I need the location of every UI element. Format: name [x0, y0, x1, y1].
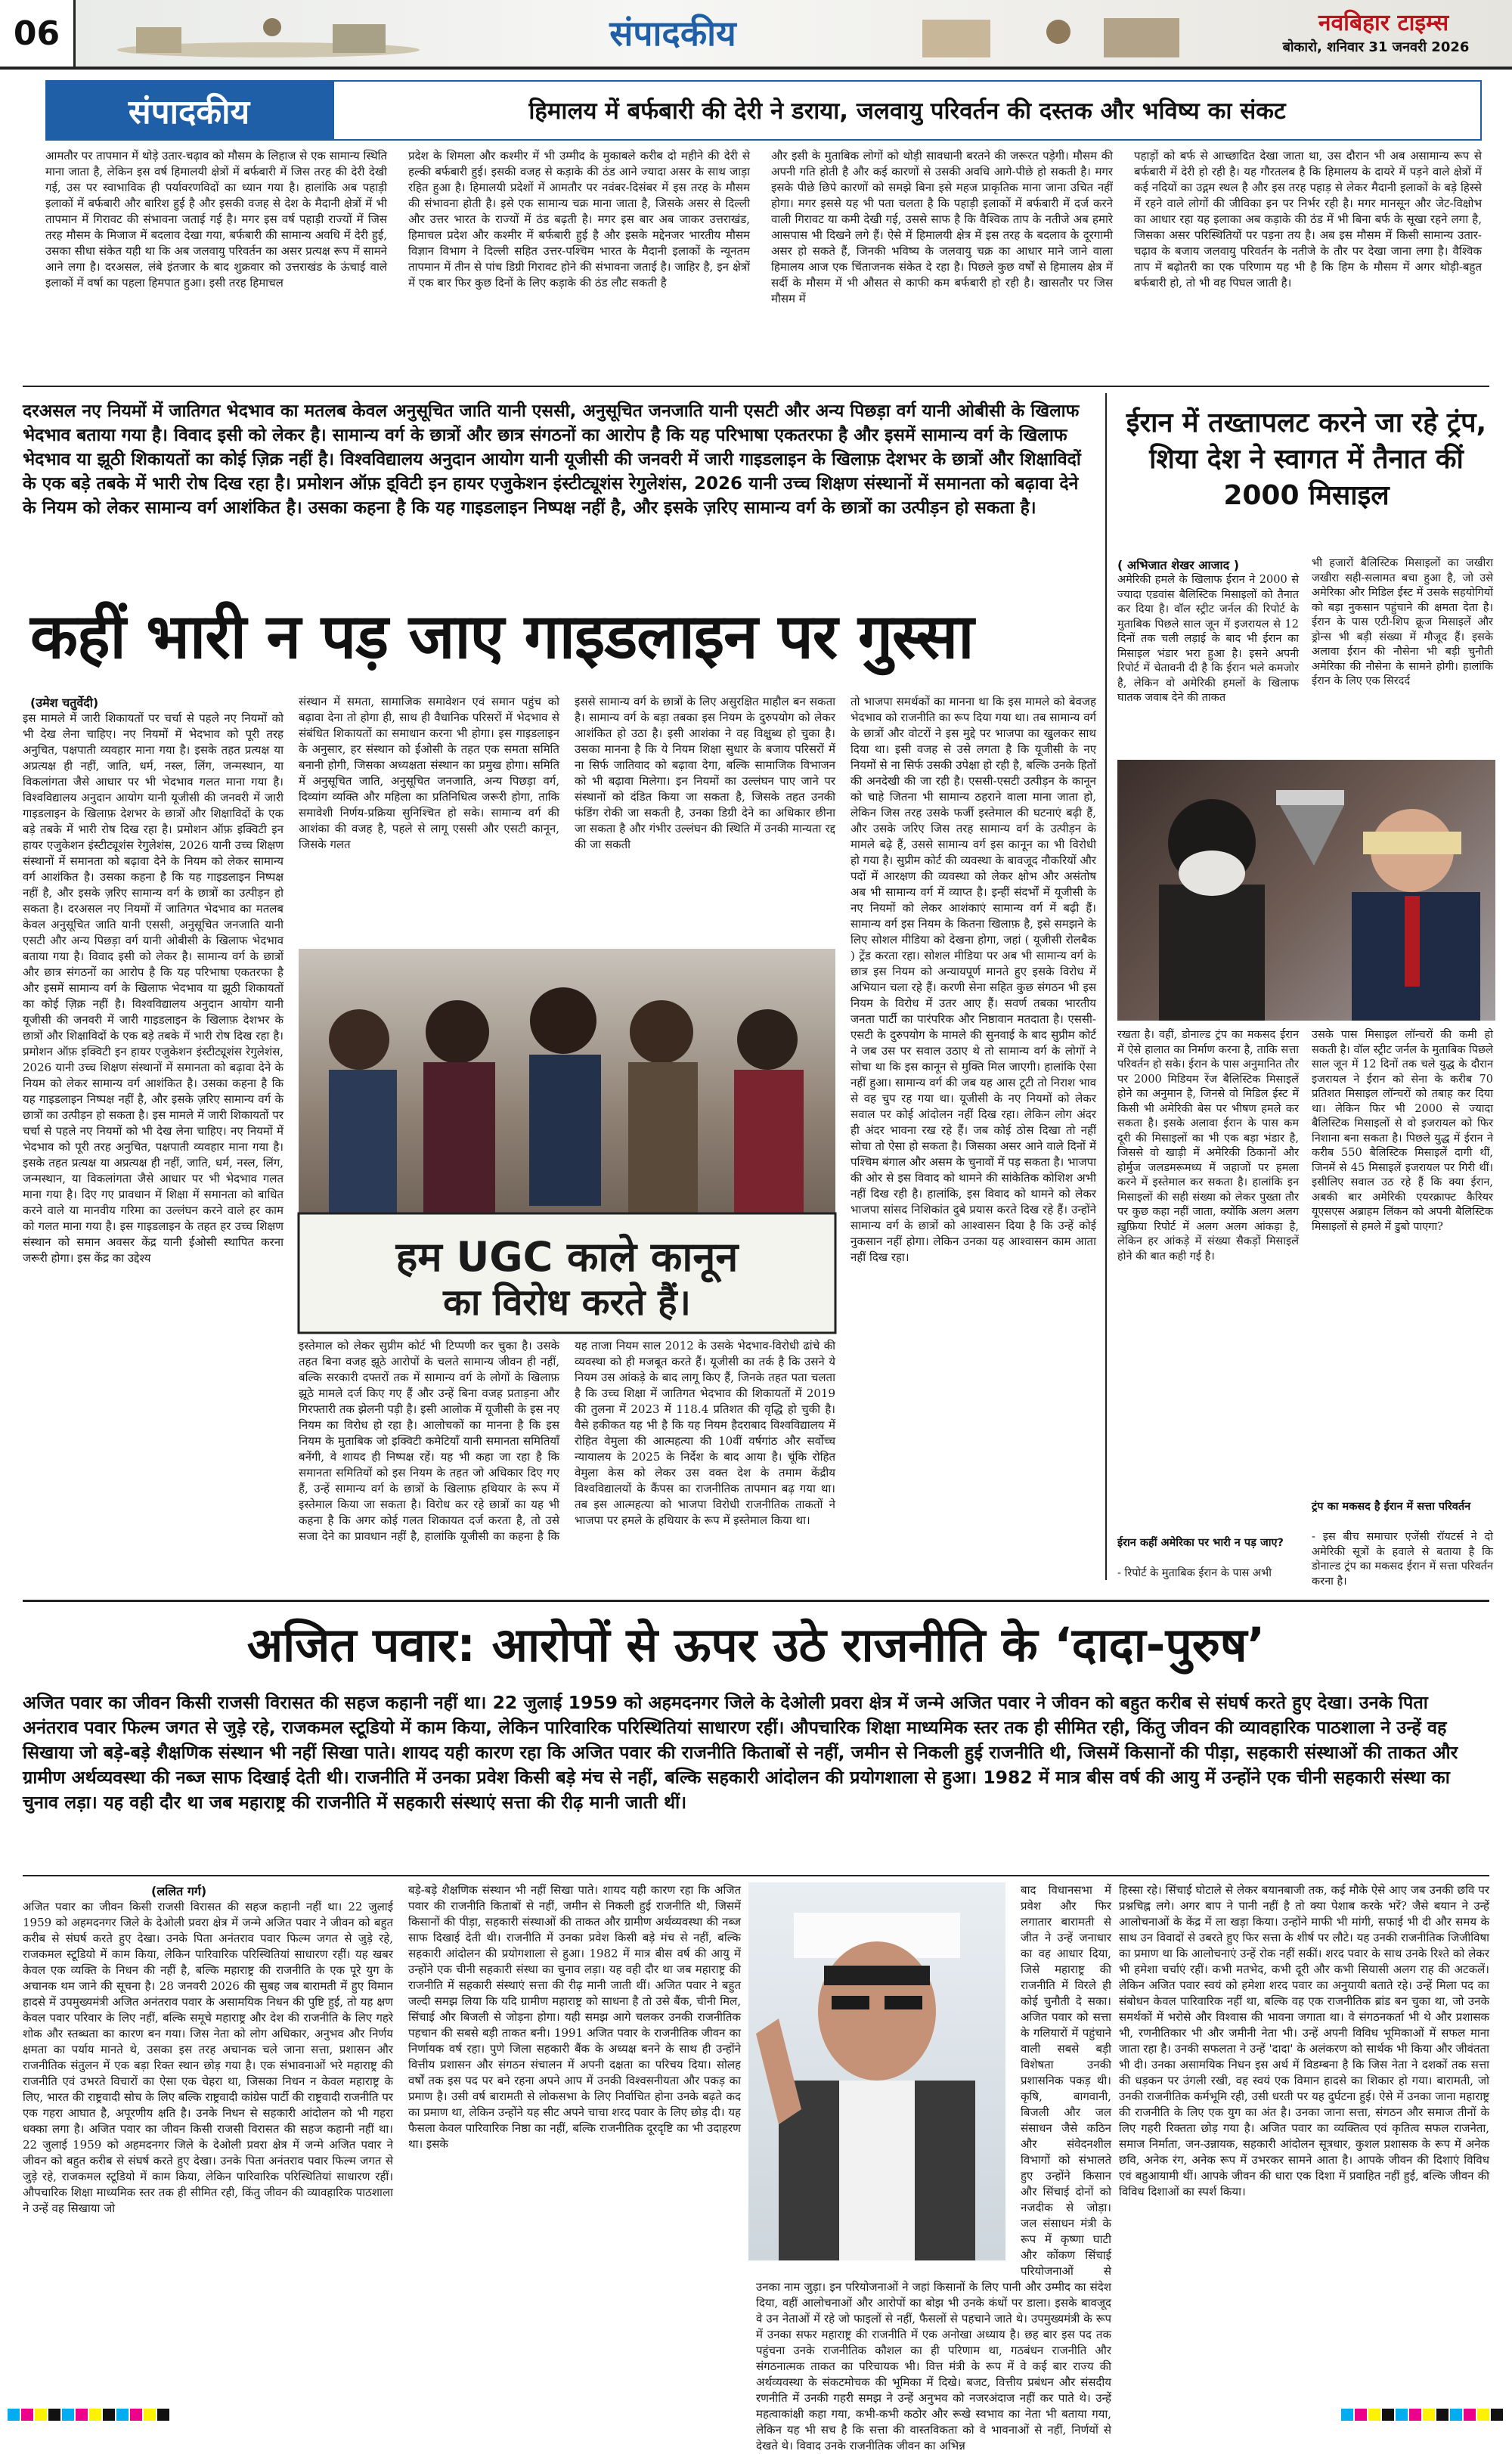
banner-line-2: का विरोध करते हैं।	[443, 1281, 691, 1324]
iran-col-1: अमेरिकी हमले के खिलाफ ईरान ने 2000 से ज्यादा एडवांस बैलिस्टिक मिसाइलों को तैनात कर दिया है। वॉल स्ट्रीट जर्नल की रिपोर्ट के मुताबिक पिछले साल जून में इजरायल से 12 दिनों तक चली लड़ाई के बाद भी ईरान का मिसाइल भंडार भरा हुआ है। इसने अपनी रिपोर्ट में चेतावनी दी है कि ईरान भले कमजोर है, लेकिन वो अमेरिकी हमलों के खिलाफ घातक जवाब देने की ताकत	[1117, 574, 1299, 704]
photo-spacer	[756, 1882, 1013, 2265]
ugc-headline: कहीं भारी न पड़ जाए गाइडलाइन पर गुस्सा	[30, 601, 974, 673]
pawar-col-3-main: बाद विधानसभा में प्रवेश और फिर लगातार बारामती से जीत ने उन्हें जनाधार का वह आधार दिया, जिसे महाराष्ट्र की राजनीति में विरले ही कोई चुनौती दे सका। अजित पवार को सत्ता के गलियारों में पहुंचाने वाली सबसे बड़ी विशेषता उनकी प्रशासनिक पकड़ थी। कृषि, बागवानी, बिजली और जल संसाधन जैसे कठिन और संवेदनशील विभागों को संभालते हुए उन्होंने किसान और सिंचाई दोनों को नजदीक से जोड़ा। जल संसाधन मंत्री के रूप में कृष्णा घाटी और कोंकण सिंचाई परियोजनाओं से उनका नाम जुड़ा। इन परियोजनाओं ने जहां किसानों के लिए पानी और उम्मीद का संदेश दिया, वहीं आलोचनाओं और आरोपों का बोझ भी उनके कंधों पर डाला। इसके बावजूद वे उन नेताओं में रहे जो फाइलों से नहीं, फैसलों से पहचाने जाते थे। उपमुख्यमंत्री के रूप में उनका सफर महाराष्ट्र की राजनीति में एक अनोखा अध्याय है। छह बार इस पद तक पहुंचना उनके राजनीतिक कौशल का ही परिणाम था, गठबंधन राजनीति और संगठनात्मक ताकत का परिचायक भी। वित्त मंत्री के रूप में वे कई बार राज्य की अर्थव्यवस्था के संकटमोचक की भूमिका में दिखे। बजट, वित्तीय प्रबंधन और संसदीय रणनीति में उनकी गहरी समझ ने उन्हें अनुभव को नजरअंदाज नहीं कर पाते थे। उन्हें महत्वाकांक्षी कहा गया, कभी-कभी कठोर और रूखे स्वभाव का नेता भी बताया गया, लेकिन यह भी सच है कि सत्ता की वास्तविकता को वे भावनाओं से नहीं, निर्णयों से देखते थे। विवाद उनके राजनीतिक जीवन का अभिन्न	[756, 1883, 1111, 2452]
ugc-byline: (उमेश चतुर्वेदी)	[30, 696, 99, 710]
dateline: बोकारो, शनिवार 31 जनवरी 2026	[1282, 39, 1470, 55]
pawar-headline: अजित पवार: आरोपों से ऊपर उठे राजनीति के ‘दादा-पुरुष’	[246, 1617, 1266, 1672]
iran-col-4: उसके पास मिसाइल लॉन्चरों की कमी हो सकती है। वॉल स्ट्रीट जर्नल के मुताबिक पिछले साल जून में 12 दिनों तक चले युद्ध के दौरान इजरायल ने ईरान को सेना के करीब 70 प्रतिशत मिसाइल लॉन्चरों को तबाह कर दिया था। लेकिन फिर भी 2000 से ज्यादा बैलिस्टिक मिसाइलों से वो इजरायल को फिर निशाना बना सकता है। पिछले युद्ध में ईरान ने करीब 550 बैलिस्टिक मिसाइलें दागी थीं, जिनमें से 45 मिसाइलें इजरायल पर गिरी थीं। इसीलिए सवाल उठ रहे हैं कि क्या ईरान, अबकी बार अमेरिकी एयरक्राफ्ट कैरियर यूएसएस अब्राहम लिंकन को अपनी बैलिस्टिक मिसाइलों से हमले में डुबो पाएगा?	[1312, 1029, 1493, 1233]
pawar-top-rule	[23, 1600, 1489, 1602]
protest-photo	[299, 949, 835, 1333]
color-registration-bar	[0, 2409, 1512, 2425]
pawar-col-2: बड़े-बड़े शैक्षणिक संस्थान भी नहीं सिखा पाते। शायद यही कारण रहा कि अजित पवार की राजनीति किताबों से नहीं, जमीन से निकली हुई राजनीति थी, जिसमें किसानों की पीड़ा, सहकारी संस्थाओं की ताकत और ग्रामीण अर्थव्यवस्था की नब्ज साफ दिखाई देती थी। राजनीति में उनका प्रवेश किसी बड़े मंच से नहीं, बल्कि सहकारी आंदोलन की प्रयोगशाला से हुआ। 1982 में मात्र बीस वर्ष की आयु में उन्होंने एक चीनी सहकारी संस्था का चुनाव लड़ा। यह वही दौर था जब महाराष्ट्र की राजनीति में सहकारी संस्थाएं सत्ता की रीढ़ मानी जाती थीं। अजित पवार ने बहुत जल्दी समझ लिया कि यदि ग्रामीण महाराष्ट्र को साधना है तो उसे बैंक, चीनी मिल, सिंचाई और बिजली से जोड़ना होगा। यही समझ आगे चलकर उनकी राजनीतिक पहचान की सबसे बड़ी ताकत बनी। 1991 अजित पवार के राजनीतिक जीवन का निर्णायक वर्ष रहा। पुणे जिला सहकारी बैंक के अध्यक्ष बनने के साथ ही उन्होंने वित्तीय प्रशासन और संगठन संचालन में अपनी दक्षता का परिचय दिया। सोलह वर्षों तक इस पद पर बने रहना अपने आप में उनकी विश्वसनीयता और पकड़ का प्रमाण है। उसी वर्ष बारामती से लोकसभा के लिए निर्वाचित होना उनके बढ़ते कद का प्रमाण था, लेकिन उन्होंने यह सीट अपने चाचा शरद पवार के लिए छोड़ दी। यह फैसला केवल पारिवारिक निष्ठा का नहीं, बल्कि राजनीतिक दूरदृष्टि का भी उदाहरण था। इसके	[408, 1883, 741, 2151]
iran-headline: ईरान में तख्तापलट करने जा रहे ट्रंप, शिया देश ने स्वागत में तैनात कीं 2000 मिसाइल	[1126, 407, 1487, 511]
masthead-figure-right	[907, 5, 1194, 62]
editorial-headline-box	[333, 80, 1482, 141]
editorial-label: संपादकीय	[45, 80, 333, 141]
page-number: 06	[0, 0, 76, 67]
pawar-col-4: हिस्सा रहे। सिंचाई घोटाले से लेकर बयानबाजी तक, कई मौके ऐसे आए जब उनकी छवि पर प्रश्नचिह्न लगे। अगर बाप ने पानी नहीं है तो क्या पेशाब करके भरें? जैसे बयान ने उन्हें आलोचनाओं के केंद्र में ला खड़ा किया। उन्होंने माफी भी मांगी, सफाई भी दी और समय के साथ उन विवादों से उबरते हुए फिर सत्ता के शीर्ष पर लौटे। यह उनकी राजनीतिक जिजीविषा का प्रमाण था कि आलोचनाएं उन्हें रोक नहीं सकीं। शरद पवार के साथ उनके रिश्ते को लेकर भी हमेशा चर्चाएं रहीं। कभी मतभेद, कभी दूरी और कभी सियासी अलग राह की अटकलें। लेकिन अजित पवार स्वयं को हमेशा शरद पवार का अनुयायी बताते रहे। उन्हें मिला पद का संबोधन केवल पारिवारिक नहीं था, बल्कि वह एक राजनीतिक ब्रांड बन चुका था, जो उनके समर्थकों में भरोसे और विश्वास की भावना जगाता था। वे संगठनकर्ता भी थे और प्रशासक भी, रणनीतिकार भी और जमीनी नेता भी। उन्हें अपनी विविध भूमिकाओं में सफल माना जाता रहा है। उनकी सफलता ने उन्हें 'दादा' के अलंकरण को सार्थक भी किया और जीवंतता भी दी। उनका असामयिक निधन इस अर्थ में विडम्बना है कि जिस नेता ने दशकों तक सत्ता की धड़कन पर उंगली रखी, वह स्वयं एक विमान हादसे का शिकार हो गया। बारामती, जो उनकी राजनीतिक कर्मभूमि रही, उसी धरती पर यह दुर्घटना हुई। ऐसे में उनका जाना महाराष्ट्र की राजनीति के लिए एक युग का अंत है। उनका जाना सत्ता, संगठन और समाज तीनों के लिए गहरी रिक्तता छोड़ गया है। अजित पवार का व्यक्तित्व एवं कृतित्व सफल राजनेता, समाज निर्माता, जन-उन्नायक, सहकारी आंदोलन सूत्रधार, कुशल प्रशासक के रूप में अनेक छवि, अनेक रंग, अनेक रूप में उभरकर सामने आता है। आपके जीवन की दिशाएं विविध एवं बहुआयामी थीं। आपके जीवन की धारा एक दिशा में प्रवाहित नहीं हुई, बल्कि जीवन की विविध दिशाओं का स्पर्श किया।	[1119, 1883, 1489, 2198]
ugc-col-2-top: संस्थान में समता, सामाजिक समावेशन एवं समान पहुंच को बढ़ावा देना तो होगा ही, साथ ही वैधानिक परिसरों में भेदभाव से संबंधित शिकायतों का समाधान करना भी होगा। इस गाइडलाइन के अनुसार, हर संस्थान को ईओसी के तहत एक समता समिति बनानी होगी, जिसका अध्यक्षता संस्थान का प्रमुख होगा। समिति में अनुसूचित जाति, अनुसूचित जनजाति, अन्य पिछड़ा वर्ग, दिव्यांग व्यक्ति और महिला का प्रतिनिधित्व जरूरी होगा, ताकि समावेशी निर्णय-प्रक्रिया सुनिश्चित हो सके। सामान्य वर्ग की आशंका की वजह है, पहले से लागू एससी और एसटी कानून, जिसके गलत	[299, 695, 559, 851]
section-title: संपादकीय	[609, 13, 736, 54]
ugc-intro: दरअसल नए नियमों में जातिगत भेदभाव का मतलब केवल अनुसूचित जाति यानी एससी, अनुसूचित जनजाति यानी एसटी और अन्य पिछड़ा वर्ग यानी ओबीसी के खिलाफ भेदभाव बताया गया है। विवाद इसी को लेकर है। सामान्य वर्ग के छात्रों और छात्र संगठनों का आरोप है कि यह परिभाषा एकतरफा है और इसमें सामान्य वर्ग के खिलाफ भेदभाव या झूठी शिकायतों का कोई ज़िक्र नहीं है। विश्वविद्यालय अनुदान आयोग यानी यूजीसी की जनवरी में जारी गाइडलाइन के खिलाफ़ देशभर के छात्रों और शिक्षाविदों के एक बड़े तबके में भारी रोष दिख रहा है। प्रमोशन ऑफ़ इ्विटी इन हायर एजुकेशन इंस्टीट्यूशंस रेगुलेशंस, 2026 यानी उच्च शिक्षण संस्थानों में समानता को बढ़ावा देने के नियम को लेकर सामान्य वर्ग आशंकित है। उसका कहना है कि यह गाइडलाइन निष्पक्ष नहीं है, और इसके ज़रिए सामान्य वर्ग के छात्रों का उत्पीड़न हो सकता है।	[23, 401, 1081, 518]
masthead-figure	[106, 5, 431, 62]
iran-subhead-2: ट्रंप का मकसद है ईरान में सत्ता परिवर्तन	[1312, 1501, 1471, 1513]
editorial-col-1: आमतौर पर तापमान में थोड़े उतार-चढ़ाव को मौसम के लिहाज से एक सामान्य स्थिति माना जाता है, लेकिन इस वर्ष हिमालयी क्षेत्रों में बर्फबारी में जिस तरह की देरी देखी गई, उस पर स्वाभाविक ही पर्यावरणविदों का ध्यान गया है। हालांकि अब पहाड़ी इलाकों में बर्फबारी और बारिश हुई है और इसकी वजह से देश के मैदानी क्षेत्रों में भी तापमान में गिरावट की संभावना जताई गई है। मगर इस वर्ष पहाड़ी राज्यों में जिस तरह मौसम के मिजाज में बदलाव देखा गया, बर्फबारी की सामान्य अवधि में देरी हुई, उसका सीधा संकेत यही था कि अब जलवायु परिवर्तन का असर प्रत्यक्ष रूप में सामने आने लगा है। दरअसल, लंबे इंतजार के बाद शुक्रवार को उत्तराखंड के ऊंचाई वाले इलाकों में वर्षा का पहला हिमपात हुआ। इसी तरह हिमाचल	[45, 149, 387, 290]
editorial-headline: हिमालय में बर्फबारी की देरी ने डराया, जलवायु परिवर्तन की दस्तक और भविष्य का संकट	[528, 98, 1286, 125]
ugc-col-3-top: इससे सामान्य वर्ग के छात्रों के लिए असुरक्षित माहौल बन सकता है। सामान्य वर्ग के बड़ा तबका इस नियम के दुरुपयोग को लेकर आशंकित हो उठा है। इसी आशंका ने वह विक्षुब्ध हो चुका है। उसका मानना है कि ये नियम शिक्षा सुधार के बजाय परिसरों में ना सिर्फ जातिवाद को बढ़ावा देगा, बल्कि सामाजिक विभाजन को भी बढ़ावा मिलेगा। इन नियमों का उल्लंघन पाए जाने पर संस्थानों को दंडित किया जा सकता है, जिसके तहत उनकी फंडिंग रोकी जा सकती है, उनका डिग्री देने का अधिकार छीना जा सकता है और गंभीर उल्लंघन की स्थिति में उनकी मान्यता रद्द की जा सकती	[575, 695, 835, 851]
iran-subhead-1: ईरान कहीं अमेरिका पर भारी न पड़ जाए?	[1117, 1537, 1284, 1549]
iran-col-4b: - इस बीच समाचार एजेंसी रॉयटर्स ने दो अमेरिकी सूत्रों के हवाले से बताया है कि डोनाल्ड ट्रंप का मकसद ईरान में सत्ता परिवर्तन करना है।	[1312, 1531, 1493, 1588]
ugc-col-23-bottom: इस्तेमाल को लेकर सुप्रीम कोर्ट भी टिप्पणी कर चुका है। उसके तहत बिना वजह झूठे आरोपों के चलते सामान्य जीवन ही नहीं, बल्कि सरकारी दफ्तरों तक में सामान्य वर्ग के लोगों के खिलाफ़ झूठे मामले दर्ज किए गए हैं और उन्हें बिना वजह प्रताड़ना और गिरफ्तारी तक झेलनी पड़ी है। इसी आलोक में यूजीसी के इस नए नियम का विरोध हो रहा है। आलोचकों का मानना है कि इस नियम के मुताबिक जो इक्विटी कमेटियाँ यानी समानता समितियाँ बनेंगी, वे शायद ही निष्पक्ष रहें। यह भी कहा जा रहा है कि समानता समितियों को इस नियम के तहत जो अधिकार दिए गए हैं, उन्हें सामान्य वर्ग के छात्रों के खिलाफ़ हथियार के रूप में इस्तेमाल किया जा सकता है। विरोध कर रहे छात्रों का यह भी कहना है कि अगर कोई गलत शिकायत दर्ज करता है, तो उसे सजा देने का प्रावधान नहीं है, हालांकि यूजीसी का कहना है कि यह ताजा नियम साल 2012 के उसके भेदभाव-विरोधी ढांचे की व्यवस्था को ही मजबूत करते हैं। यूजीसी का तर्क है कि उसने ये नियम उस आंकड़े के बाद लागू किए हैं, जिनके तहत पता चलता है कि उच्च शिक्षा में जातिगत भेदभाव की शिकायतों में 2019 की तुलना में 2023 में 118.4 प्रतिशत की वृद्धि हो चुकी है। वैसे हकीकत यह भी है कि यह नियम हैदराबाद विश्वविद्यालय में रोहित वेमुला की आत्महत्या की 10वीं वर्षगांठ और सर्वोच्च न्यायालय के 2025 के निर्देश के बाद आया है। चूंकि रोहित वेमुला केस को लेकर उस वक्त देश के तमाम केंद्रीय विश्वविद्यालयों के कैंपस का राजनीतिक तापमान बढ़ गया था। तब इस आत्महत्या को भाजपा विरोधी राजनीतिक ताकतों ने भाजपा पर हमले के हथियार के रूप में इस्तेमाल किया था।	[299, 1339, 835, 1543]
editorial-col-3: और इसी के मुताबिक लोगों को थोड़ी सावधानी बरतने की जरूरत पड़ेगी। मौसम की अपनी गति होती है और कई कारणों से उसकी अवधि आगे-पीछे हो सकती है। मगर इसके पीछे छिपे कारणों को समझे बिना इसे महज प्राकृतिक माना जाना उचित नहीं होगा। मगर इससे यह भी पता चलता है कि पहाड़ी इलाकों में बर्फबारी में दर्ज करने वाली गिरावट या कमी देखी गई, उससे साफ है कि वैश्विक ताप के नतीजे अब हमारे आसपास भी दिखने लगे हैं। ऐसे में हिमालयी क्षेत्र में इस तरह के बदलाव के दूरगामी असर हो सकते हैं, जिनकी भविष्य के जलवायु चक्र का आधार माने जाने वाला हिमालय आज एक चिंताजनक संकेत दे रहा है। पिछले कुछ वर्षों से हिमालय क्षेत्र में सर्दी के मौसम में भी औसत से काफी कम बर्फबारी हो रही है। खासतौर पर जिस मौसम में	[771, 149, 1113, 305]
ugc-iran-divider	[1105, 393, 1107, 1580]
pawar-byline: (ललित गर्ग)	[151, 1884, 207, 1898]
editorial-rule	[23, 386, 1489, 387]
pawar-col-1: अजित पवार का जीवन किसी राजसी विरासत की सहज कहानी नहीं था। 22 जुलाई 1959 को अहमदनगर जिले के देओली प्रवरा क्षेत्र में जन्मे अजित पवार ने जीवन को बहुत करीब से संघर्ष करते हुए देखा। उनके पिता अनंतराव पवार फिल्म जगत से जुड़े रहे, राजकमल स्टूडियो में काम किया, लेकिन पारिवारिक परिस्थितियां साधारण रहीं। यह खबर केवल एक व्यक्ति के निधन की नहीं है, बल्कि महाराष्ट्र की राजनीति के एक पूरे युग के अचानक थम जाने की सूचना है। 28 जनवरी 2026 की सुबह जब बारामती में हुए विमान हादसे में उपमुख्यमंत्री अजित अनंतराव पवार के असामयिक निधन की पुष्टि हुई, तो यह क्षण केवल पवार परिवार के लिए नहीं, बल्कि समूचे महाराष्ट्र और देश की राजनीति के लिए गहरे शोक और स्तब्धता का कारण बन गया। जिस नेता को लोग अधिकार, अनुभव और निर्णय क्षमता का पर्याय मानते थे, उसका इस तरह अचानक चले जाना सत्ता, प्रशासन और राजनीतिक संतुलन में एक बड़ा रिक्त स्थान छोड़ गया है। एक संभावनाओं भरे महाराष्ट्र की राजनीति एवं उभरते विचारों का ऐसा एक चेहरा था, जिसका निधन न केवल महाराष्ट्र के लिए, भारत की राष्ट्रवादी सोच के लिए बल्कि राष्ट्रवादी कांग्रेस पार्टी की राष्ट्रवादी राजनीति पर एक गहरा आघात है, अपूरणीय क्षति है। उनके निधन से सहकारी आंदोलन को भी गहरा धक्का लगा है। अजित पवार का जीवन किसी राजसी विरासत की सहज कहानी नहीं था। 22 जुलाई 1959 को अहमदनगर जिले के देओली प्रवरा क्षेत्र में जन्मे अजित पवार ने जीवन को बहुत करीब से संघर्ष करते हुए देखा। उनके पिता अनंतराव पवार फिल्म जगत से जुड़े रहे, राजकमल स्टूडियो में काम किया, लेकिन पारिवारिक परिस्थितियां साधारण रहीं। औपचारिक शिक्षा माध्यमिक स्तर तक ही सीमित रही, किंतु जीवन की व्यावहारिक पाठशाला ने उन्हें वह सिखाया जो	[23, 1900, 393, 2215]
banner-line-1: हम UGC काले कानून	[395, 1233, 739, 1281]
iran-col-3: रखता है। वहीं, डोनाल्ड ट्रंप का मकसद ईरान में ऐसे हालात का निर्माण करना है, ताकि सत्ता परिवर्तन हो सके। ईरान के पास अनुमानित तौर पर 2000 मिडियम रेंज बैलिस्टिक मिसाइलें होने का अनुमान है, जिनसे वो मिडिल ईस्ट में किसी भी अमेरिकी बेस पर भीषण हमले कर सकता है। इसके अलावा ईरान के पास कम दूरी की मिसाइलों का भी एक बड़ा भंडार है, जिससे वो खाड़ी में अमेरिकी ठिकानों और होर्मुज जलडमरूमध्य में जहाजों पर हमला करने में इस्तेमाल कर सकता है। हालांकि इन मिसाइलों की सही संख्या को लेकर पुख्ता तौर पर कुछ कहा नहीं जाता, क्योंकि अलग अलग ख़ुफ़िया रिपोर्ट में अलग अलग आंकड़ा है, लेकिन हर आंकड़े में संख्या सैकड़ों मिसाइलें होने की बात कही गई है।	[1117, 1029, 1299, 1263]
editorial-col-4: पहाड़ों को बर्फ से आच्छादित देखा जाता था, उस दौरान भी अब असामान्य रूप से बर्फबारी में देरी हो रही है। यह गौरतलब है कि हिमालय के दायरे में पड़ने वाले क्षेत्रों में कई नदियों का उद्गम स्थल है और इस तरह पहाड़ से लेकर मैदानी इलाकों के बड़े हिस्से में रहने वाले लोगों की जीविका इन पर निर्भर रही है। मगर मानसून और जेट-विक्षोभ का आधार रहा यह इलाका अब कड़ाके की ठंड में भी बिना बर्फ के सूखा रहने लगा है, जिसका असर परिस्थितियों पर पड़ना तय है। अब इस मौसम में किसी सामान्य उतार-चढ़ाव के बजाय जलवायु परिवर्तन के नतीजे के तौर पर देखा जाना लगा है। वैश्विक ताप में बढ़ोतरी का एक परिणाम यह भी है कि हिम के मौसम में अगर थोड़ी-बहुत बर्फबारी हो, तो भी वह पिघल जाती है।	[1134, 149, 1482, 290]
iran-col-3b: - रिपोर्ट के मुताबिक ईरान के पास अभी	[1117, 1567, 1272, 1579]
editorial-col-2: प्रदेश के शिमला और कश्मीर में भी उम्मीद के मुकाबले करीब दो महीने की देरी से हल्की बर्फबारी हुई। इसकी वजह से कड़ाके की ठंड आने ज्यादा असर के साथ जाड़ा रहित हुआ है। हिमालयी प्रदेशों में आमतौर पर नवंबर-दिसंबर में इस तरह के मौसम की संभावना होती है। इसे एक सामान्य चक्र माना जाता है, जिसके असर से दिल्ली और उत्तर भारत के राज्यों में ठंड बढ़ती है। मगर इस बार अब जाकर उत्तराखंड, हिमाचल प्रदेश और कश्मीर में बर्फबारी हुई है और इसके मद्देनजर भारतीय मौसम विज्ञान विभाग ने दिल्ली सहित उत्तर-पश्चिम भारत के मैदानी इलाकों के न्यूनतम तापमान में तीन से पांच डिग्री गिरावट होने की संभावना जताई है। जाहिर है, इन क्षेत्रों में एक बार फिर कुछ दिनों के लिए कड़ाके की ठंड लौट सकती है	[408, 149, 750, 290]
pawar-intro: अजित पवार का जीवन किसी राजसी विरासत की सहज कहानी नहीं था। 22 जुलाई 1959 को अहमदनगर जिले के देओली प्रवरा क्षेत्र में जन्मे अजित पवार ने जीवन को बहुत करीब से संघर्ष करते हुए देखा। उनके पिता अनंतराव पवार फिल्म जगत से जुड़े रहे, राजकमल स्टूडियो में काम किया, लेकिन पारिवारिक परिस्थितियां साधारण रहीं। औपचारिक शिक्षा माध्यमिक स्तर तक ही सीमित रही, किंतु जीवन की व्यावहारिक पाठशाला ने उन्हें वह सिखाया जो बड़े-बड़े शैक्षणिक संस्थान भी नहीं सिखा पाते। शायद यही कारण रहा कि अजित पवार की राजनीति किताबों से नहीं, जमीन से निकली हुई राजनीति थी, जिसमें किसानों की पीड़ा, सहकारी संस्थाओं की ताकत और ग्रामीण अर्थव्यवस्था की नब्ज साफ दिखाई देती थी। राजनीति में उनका प्रवेश किसी बड़े मंच से नहीं, बल्कि सहकारी आंदोलन की प्रयोगशाला से हुआ। 1982 में मात्र बीस वर्ष की आयु में उन्होंने एक चीनी सहकारी संस्था का चुनाव लड़ा। यह वही दौर था जब महाराष्ट्र की राजनीति में सहकारी संस्थाएं सत्ता की रीढ़ मानी जाती थीं।	[23, 1692, 1458, 1813]
paper-name: नवबिहार टाइम्स	[1318, 10, 1449, 36]
masthead-rule	[0, 67, 1512, 70]
iran-col-2: भी हजारों बैलिस्टिक मिसाइलों का जखीरा जखीरा सही-सलामत बचा हुआ है, जो उसे अमेरिका और मिडिल ईस्ट में उसके सहयोगियों को बड़ा नुकसान पहुंचाने की क्षमता देता है। ईरान के पास एटी-शिप क्रूज मिसाइलें और ड्रोन्स भी बड़ी संख्या में मौजूद हैं। इसके अलावा ईरान की नौसेना भी बड़ी चुनौती अमेरिका की नौसेना के सामने होगी। हालांकि ईरान के लिए एक सिरदर्द	[1312, 557, 1493, 687]
pawar-intro-rule	[23, 1875, 1489, 1876]
ugc-col-4: तो भाजपा समर्थकों का मानना था कि इस मामले को बेवजह भेदभाव को राजनीति का रूप दिया गया था। तब सामान्य वर्ग के छात्रों और वोटरों ने इस मुद्दे पर भाजपा का खुलकर साथ दिया था। इसी वजह से उसे लगता है कि यूजीसी के नए नियमों से ना सिर्फ उसकी उपेक्षा हो रही है, बल्कि उनके हितों की अनदेखी की जा रही है। एससी-एसटी उत्पीड़न के कानून को चाहे जितना भी सामान्य ठहराने वाला माना जाता हो, लेकिन जिस तरह उसके फर्जी इस्तेमाल की घटनाएं बढ़ी हैं, और उसके जरिए जिस तरह सामान्य वर्ग के उत्पीड़न के मामले बढ़े हैं, उससे सामान्य वर्ग इस कानून का भी विरोधी हो गया है। सुप्रीम कोर्ट की व्यवस्था के बावजूद नौकरियों और पदों में आरक्षण की व्यवस्था को लेकर क्षोभ और असंतोष अब भी सामान्य वर्ग में व्याप्त है। इन्हीं संदर्भों में यूजीसी के नए नियमों को लेकर आशंकाएं सामान्य वर्ग में बढ़ी हैं। सामान्य वर्ग इस नियम के कितना खिलाफ़ है, इसे समझने के लिए सोशल मीडिया को देखना होगा, जहां ( यूजीसी रोलबैक ) ट्रेंड करता रहा। सोशल मीडिया पर अब भी सामान्य वर्ग के छात्र इस नियम को अन्यायपूर्ण मानते हुए इसके विरोध में अभियान चला रहे हैं। करणी सेना सहित कुछ संगठन भी इस नियम के विरोध में उतर आए हैं। सवर्ण तबका भारतीय जनता पार्टी का पारंपरिक और निष्ठावान मतदाता है। एससी-एसटी के दुरुपयोग के मामले की सुनवाई के बाद सुप्रीम कोर्ट ने जब उस पर सवाल उठाए थे तो सामान्य वर्ग के लोगों ने सोचा था कि इस कानून से मुक्ति मिल जाएगी। हालांकि ऐसा नहीं हुआ। सामान्य वर्ग की जब यह आस टूटी तो निराश भाव से वह चुप रह गया था। यूजीसी के नए नियमों को लेकर सवाल पर कोई आंदोलन नहीं दिख रहा। लेकिन लोग अंदर ही अंदर भावना रख रहे हैं। जब कोई ठोस दिखा तो नहीं सोचा तो ऐसा हो सकता है। जिसका असर आने वाले दिनों में पश्चिम बंगाल और असम के चुनावों में पड़ सकता है। भाजपा की ओर से इस विवाद को थामने की सांकेतिक कोशिश अभी नहीं दिख रही है। हालांकि, इस विवाद को थामने को लेकर भाजपा सांसद निशिकांत दुबे प्रयास करते दिख रहे हैं। उन्होंने सामान्य वर्ग के छात्रों को आश्वासन दिया है कि उन्हें कोई नुकसान नहीं होगा। लेकिन उनका यह आश्वासन काम आता नहीं दिख रहा।	[850, 695, 1096, 1264]
iran-byline: ( अभिजात शेखर आजाद )	[1117, 558, 1240, 572]
iran-trump-photo	[1117, 760, 1495, 1021]
ugc-col-1: इस मामले में जारी शिकायतों पर चर्चा से पहले नए नियमों को भी देख लेना चाहिए। नए नियमों में भेदभाव को पूरी तरह अनुचित, पक्षपाती व्यवहार माना गया है। इसके तहत प्रत्यक्ष या अप्रत्यक्ष ही नहीं, जाति, धर्म, नस्ल, लिंग, जन्मस्थान, या विकलांगता जैसे आधार पर भी भेदभाव गलत माना गया है। विश्वविद्यालय अनुदान आयोग यानी यूजीसी की जनवरी में जारी गाइडलाइन के खिलाफ़ देशभर के छात्रों और शिक्षाविदों के एक बड़े तबके में भारी रोष दिख रहा है। प्रमोशन ऑफ़ इक्विटी इन हायर एजुकेशन इंस्टीट्यूशंस रेगुलेशंस, 2026 यानी उच्च शिक्षण संस्थानों में समानता को बढ़ावा देने के नियम को लेकर सामान्य वर्ग आशंकित है। उसका कहना है कि यह गाइडलाइन निष्पक्ष नहीं है, और इसके ज़रिए सामान्य वर्ग के छात्रों का उत्पीड़न हो सकता है। दरअसल नए नियमों में जातिगत भेदभाव का मतलब केवल अनुसूचित जाति यानी एससी, अनुसूचित जनजाति यानी एसटी और अन्य पिछड़ा वर्ग यानी ओबीसी के खिलाफ भेदभाव बताया गया है। विवाद इसी को लेकर है। सामान्य वर्ग के छात्रों और छात्र संगठनों का आरोप है कि यह परिभाषा एकतरफा है और इसमें सामान्य वर्ग के खिलाफ भेदभाव या झूठी शिकायतों का कोई ज़िक्र नहीं है। विश्वविद्यालय अनुदान आयोग यानी यूजीसी की जनवरी में जारी गाइडलाइन के खिलाफ़ देशभर के छात्रों और शिक्षाविदों के एक बड़े तबके में भारी रोष दिख रहा है। प्रमोशन ऑफ़ इक्विटी इन हायर एजुकेशन इंस्टीट्यूशंस रेगुलेशंस, 2026 यानी उच्च शिक्षण संस्थानों में समानता को बढ़ावा देने के नियम को लेकर सामान्य वर्ग आशंकित है। उसका कहना है कि यह गाइडलाइन निष्पक्ष नहीं है, और इसके ज़रिए सामान्य वर्ग के छात्रों का उत्पीड़न हो सकता है। इस मामले में जारी शिकायतों पर चर्चा से पहले नए नियमों को भी देख लेना चाहिए। नए नियमों में भेदभाव को पूरी तरह अनुचित, पक्षपाती व्यवहार माना गया है। इसके तहत प्रत्यक्ष या अप्रत्यक्ष ही नहीं, जाति, धर्म, नस्ल, लिंग, जन्मस्थान, या विकलांगता जैसे आधार पर भी भेदभाव गलत माना गया है। दिए गए प्रावधान में शिक्षा में समानता को बाधित करने वाले या मानवीय गरिमा का उल्लंघन करने वाले हर काम को गलत माना गया है। इस गाइडलाइन के तहत हर उच्च शिक्षण संस्थान को समान अवसर केंद्र यानी ईओसी स्थापित करना जरूरी होगा। इस केंद्र का उद्देश्य	[23, 711, 284, 1265]
